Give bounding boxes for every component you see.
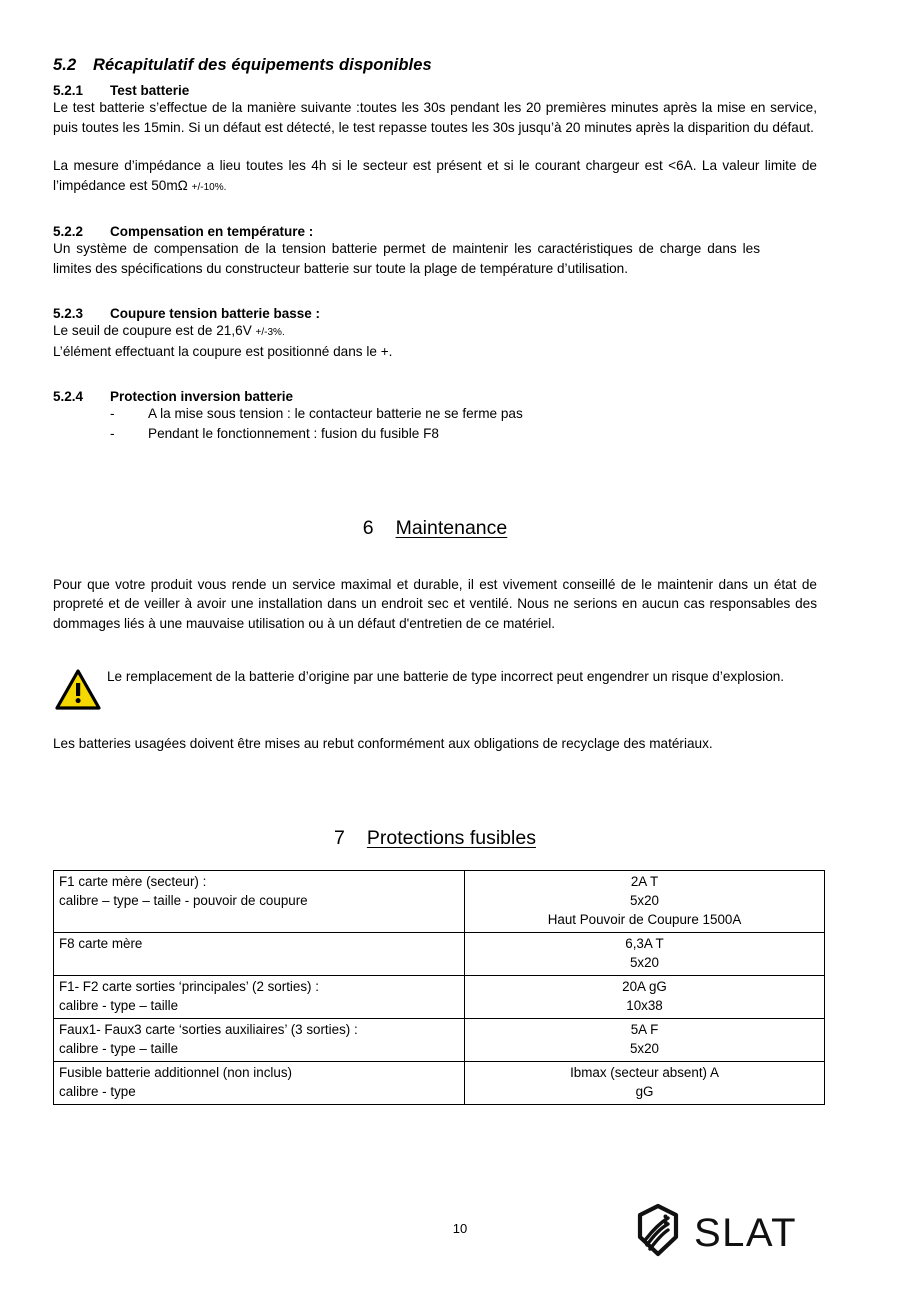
paragraph-cutoff-position: L’élément effectuant la coupure est positionné dans le +. [53, 344, 393, 360]
cell-line: 5x20 [629, 955, 660, 971]
page-content [53, 0, 817, 1105]
paragraph-cutoff-threshold [53, 321, 760, 343]
section-title-fuse-protections [53, 827, 817, 850]
paragraph-recycling: Les batteries usagées doivent être mises au rebut conformément aux obligations de recyclage des matériaux. [53, 735, 713, 751]
heading-5-2-1-title: Test batterie [110, 83, 190, 98]
cell-line: 10x38 [626, 998, 663, 1014]
cell-line: 5x20 [629, 1041, 660, 1057]
cell-line: Haut Pouvoir de Coupure 1500A [547, 912, 742, 928]
cutoff-threshold-main: Le seuil de coupure est de 21,6V [53, 322, 256, 338]
section-7-title: Protections fusibles [366, 827, 536, 850]
cell-line: 5A F [630, 1022, 659, 1038]
table-cell-value [465, 976, 825, 1019]
cell-line: calibre - type [59, 1084, 136, 1100]
paragraph-battery-test: Le test batterie s’effectue de la manière suivante :toutes les 30s pendant les 20 premières minutes après la mise en service, puis toutes les 15min. Si un défaut est détecté, le test repasse toutes les 30s jusqu’à 20 minutes après la disparition du défaut. [53, 100, 817, 135]
table-cell-description [54, 1019, 465, 1062]
table-cell-value [465, 1019, 825, 1062]
table-row [54, 933, 825, 976]
table-row [54, 976, 825, 1019]
brand-wordmark: SLAT [694, 1210, 798, 1255]
cell-line: calibre - type – taille [59, 1041, 179, 1057]
heading-5-2-4 [53, 381, 817, 404]
list-item-label: A la mise sous tension : le contacteur batterie ne se ferme pas [148, 405, 523, 421]
cell-line: calibre – type – taille - pouvoir de coupure [59, 893, 308, 909]
heading-5-2-1 [53, 75, 817, 98]
paragraph-impedance-tolerance: +/-10%. [191, 181, 227, 193]
heading-5-2-2 [53, 216, 817, 239]
reverse-protection-list [110, 404, 817, 445]
cell-line: 6,3A T [625, 936, 664, 952]
cell-line: Faux1- Faux3 carte ‘sorties auxiliaires’ (3 sorties) : [59, 1022, 358, 1038]
heading-5-2-4-title: Protection inversion batterie [110, 388, 294, 404]
table-cell-description [54, 976, 465, 1019]
cell-line: Ibmax (secteur absent) A [570, 1065, 719, 1081]
list-item [110, 404, 817, 425]
shield-icon [634, 1203, 682, 1262]
heading-5-2-2-title: Compensation en température : [110, 224, 314, 240]
paragraph-temperature-compensation: Un système de compensation de la tension batterie permet de maintenir les caractéristiques de charge dans les limites des spécifications du constructeur batterie sur toute la plage de température d’utilisation. [53, 241, 760, 276]
cell-line: F8 carte mère [59, 936, 143, 952]
heading-5-2-3-title: Coupure tension batterie basse : [110, 305, 321, 321]
heading-5-2-3-number: 5.2.3 [53, 305, 84, 321]
slat-logo [634, 1203, 797, 1262]
cell-line: gG [635, 1084, 654, 1100]
table-cell-value [465, 871, 825, 933]
heading-5-2-1-number: 5.2.1 [53, 83, 84, 98]
paragraph-impedance [53, 156, 817, 197]
list-dash: - [110, 426, 115, 442]
table-cell-description [54, 871, 465, 933]
warning-block [53, 665, 817, 716]
fuse-protection-table [53, 870, 825, 1105]
heading-5-2 [53, 0, 817, 75]
cutoff-threshold-tolerance: +/-3%. [255, 326, 285, 338]
table-cell-description [54, 933, 465, 976]
paragraph-impedance-main: La mesure d’impédance a lieu toutes les 4h si le secteur est présent et si le courant chargeur est <6A. La valeur limite de l’impédance est 50mΩ [53, 158, 817, 193]
warning-text: Le remplacement de la batterie d’origine par une batterie de type incorrect peut engendrer un risque d’explosion. [107, 668, 785, 684]
list-dash: - [110, 405, 115, 421]
table-row [54, 1019, 825, 1062]
list-item [110, 424, 817, 445]
cell-line: Fusible batterie additionnel (non inclus) [59, 1065, 292, 1081]
cell-line: 5x20 [629, 893, 660, 909]
warning-triangle-icon [53, 665, 107, 716]
cell-line: 2A T [630, 874, 659, 890]
heading-5-2-number: 5.2 [53, 56, 77, 74]
heading-5-2-title: Récapitulatif des équipements disponibles [93, 56, 432, 74]
table-cell-value [465, 933, 825, 976]
list-item-label: Pendant le fonctionnement : fusion du fusible F8 [148, 426, 439, 442]
table-row [54, 1062, 825, 1105]
table-cell-value [465, 1062, 825, 1105]
cell-line: F1 carte mère (secteur) : [59, 874, 207, 890]
cell-line: calibre - type – taille [59, 998, 179, 1014]
section-7-number: 7 [334, 827, 345, 850]
heading-5-2-3 [53, 298, 817, 321]
table-row [54, 871, 825, 933]
paragraph-maintenance: Pour que votre produit vous rende un service maximal et durable, il est vivement conseillé de le maintenir dans un état de propreté et de veiller à avoir une installation dans un endroit sec et ventilé. Nous ne serions en aucun cas responsables des dommages liés à une mauvaise utilisation ou à un défaut d'entretien de ce matériel. [53, 576, 817, 631]
table-cell-description [54, 1062, 465, 1105]
section-title-maintenance [53, 517, 817, 540]
cell-line: 20A gG [622, 979, 667, 995]
section-6-title: Maintenance [395, 516, 508, 539]
heading-5-2-4-number: 5.2.4 [53, 388, 84, 404]
heading-5-2-2-number: 5.2.2 [53, 224, 84, 240]
page-number: 10 [452, 1221, 468, 1236]
cell-line: F1- F2 carte sorties ‘principales’ (2 sorties) : [59, 979, 319, 995]
section-6-number: 6 [362, 516, 374, 539]
